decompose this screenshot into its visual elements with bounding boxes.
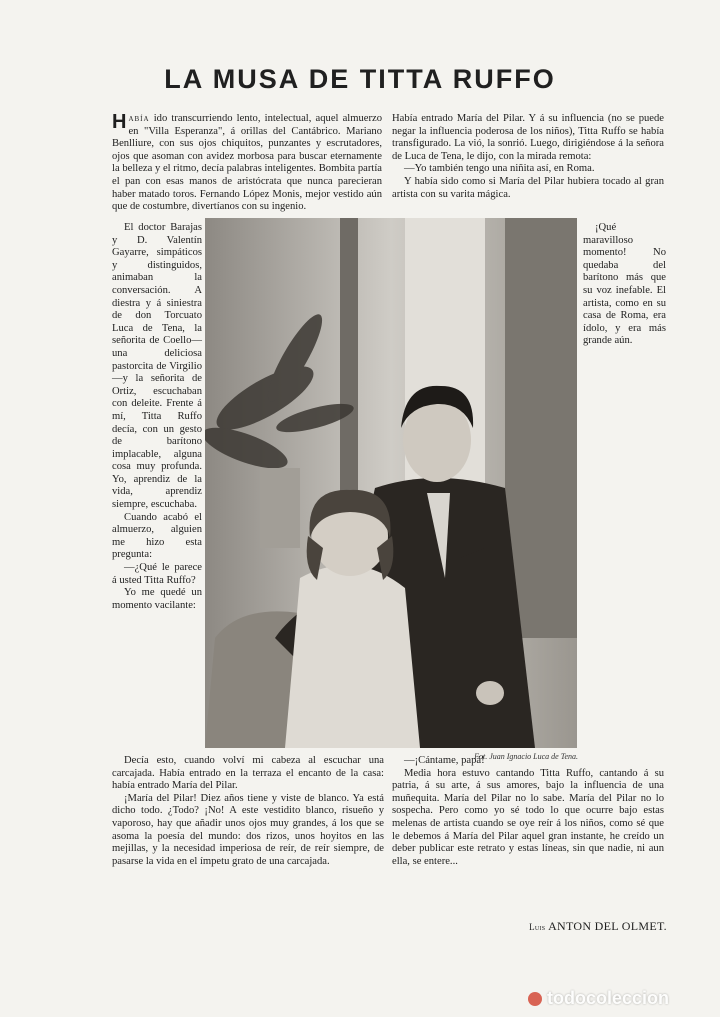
paragraph: Yo me quedé un momento vacilante: (112, 587, 202, 611)
paragraph: Cuando acabó el almuerzo, alguien me hizo esta pregunta: (112, 511, 202, 561)
signature-surname: ANTON DEL OLMET. (545, 919, 667, 933)
signature-first-name: Luis (529, 922, 546, 932)
paragraph: El doctor Barajas y D. Valentín Gayarre, simpáticos y distinguidos, animaban la conversación. A diestra y á siniestra de don Torcuato Luca de Tena, la señorita de Coello—una deliciosa pastorcita de Virgilio—y la señorita de Ortiz, escuchaban con deleite. Frente á mí, Titta Ruffo decía, con un gesto de barítono implacable, alguna cosa muy profunda. Yo, aprendiz de la vida, aprendiz siempre, escuchaba. (112, 222, 202, 511)
drop-cap: H (112, 111, 127, 133)
watermark (528, 988, 669, 1009)
paragraph: ¡Qué maravilloso momento! No quedaba del barítono más que su voz inefable. El artista, como en su casa de Roma, era ídolo, y era más grande aún. (583, 222, 666, 347)
paragraph: —Yo también tengo una niñita así, en Roma. (404, 163, 595, 175)
photograph (205, 218, 577, 748)
watermark-text: todocoleccion (547, 988, 670, 1008)
opening-paragraph (112, 113, 382, 214)
right-narrow-column (583, 222, 666, 348)
paragraph: ¡María del Pilar! Diez años tiene y viste de blanco. Ya está dicho todo. ¿Todo? ¡No! A este vestidito blanco, risueño y vaporoso, hay que añadir unos ojos muy grandes, á los que se asoma la poesía del mundo: dos rizos, unos hoyitos en las mejillas, y la necesidad imperiosa de reír, de reír siempre, de pasarse la vida en el ímpetu grato de una carcajada. (112, 792, 384, 867)
paragraph: Había entrado María del Pilar. Y á su influencia (no se puede negar la influencia poderosa de los niños), Titta Ruffo se había transfigurado. La vió, la sonrió. Luego, dirigiéndose á la señora de Luca de Tena, le dijo, con la mirada remota: (392, 113, 664, 162)
paragraph: Media hora estuvo cantando Titta Ruffo, cantando á su patria, á su arte, á sus amores, bajo la influencia de una muñequita. María del Pilar no lo sabe. María del Pilar no lo sospecha. Pero como yo sé todo lo que ocurre bajo estas melenas de artista cuando se oye reír á los niños, como sé que le debemos á María del Pilar aquel gran instante, he creído un deber publicar este retrato y estas líneas, sin que nadie, ni aun ella, se entere... (392, 767, 664, 867)
right-top-column (392, 113, 664, 201)
photo-caption: Fot. Juan Ignacio Luca de Tena. (474, 752, 578, 761)
opening-text: ido transcurriendo lento, intelectual, aquel almuerzo en "Villa Esperanza", á orillas del Cantábrico. Mariano Benlliure, con sus ojos chiquitos, punzantes y escrutadores, ojos que asoman con avidez morbosa para buscar eternamente la belleza y el ritmo, decía palabras inteligentes. Bombita partía el pan con esas manos de aristócrata que nunca parecieran haber matado toros. Fernando López Monis, mejor vestido aún que de costumbre, divertíanos con su ingenio. (112, 113, 382, 213)
right-bottom-column (392, 755, 664, 868)
photograph-man-and-girl-icon (205, 218, 577, 748)
paragraph: —¡Cántame, papá! (404, 755, 485, 766)
paragraph: Y había sido como si María del Pilar hubiera tocado al gran artista con su varita mágica. (392, 175, 664, 200)
article-title: LA MUSA DE TITTA RUFFO (164, 64, 556, 94)
left-narrow-column (112, 222, 202, 612)
left-top-column (112, 113, 382, 214)
author-signature (497, 919, 667, 934)
watermark-logo-icon (528, 992, 542, 1006)
paragraph: Decía esto, cuando volví mi cabeza al escuchar una carcajada. Había entrado en la terraza el encanto de la casa: había entrado María del Pilar. (112, 755, 384, 792)
paragraph: —¿Qué le parece á usted Titta Ruffo? (112, 562, 202, 586)
lead-smallcaps: abía (128, 113, 150, 124)
left-bottom-column (112, 755, 384, 868)
